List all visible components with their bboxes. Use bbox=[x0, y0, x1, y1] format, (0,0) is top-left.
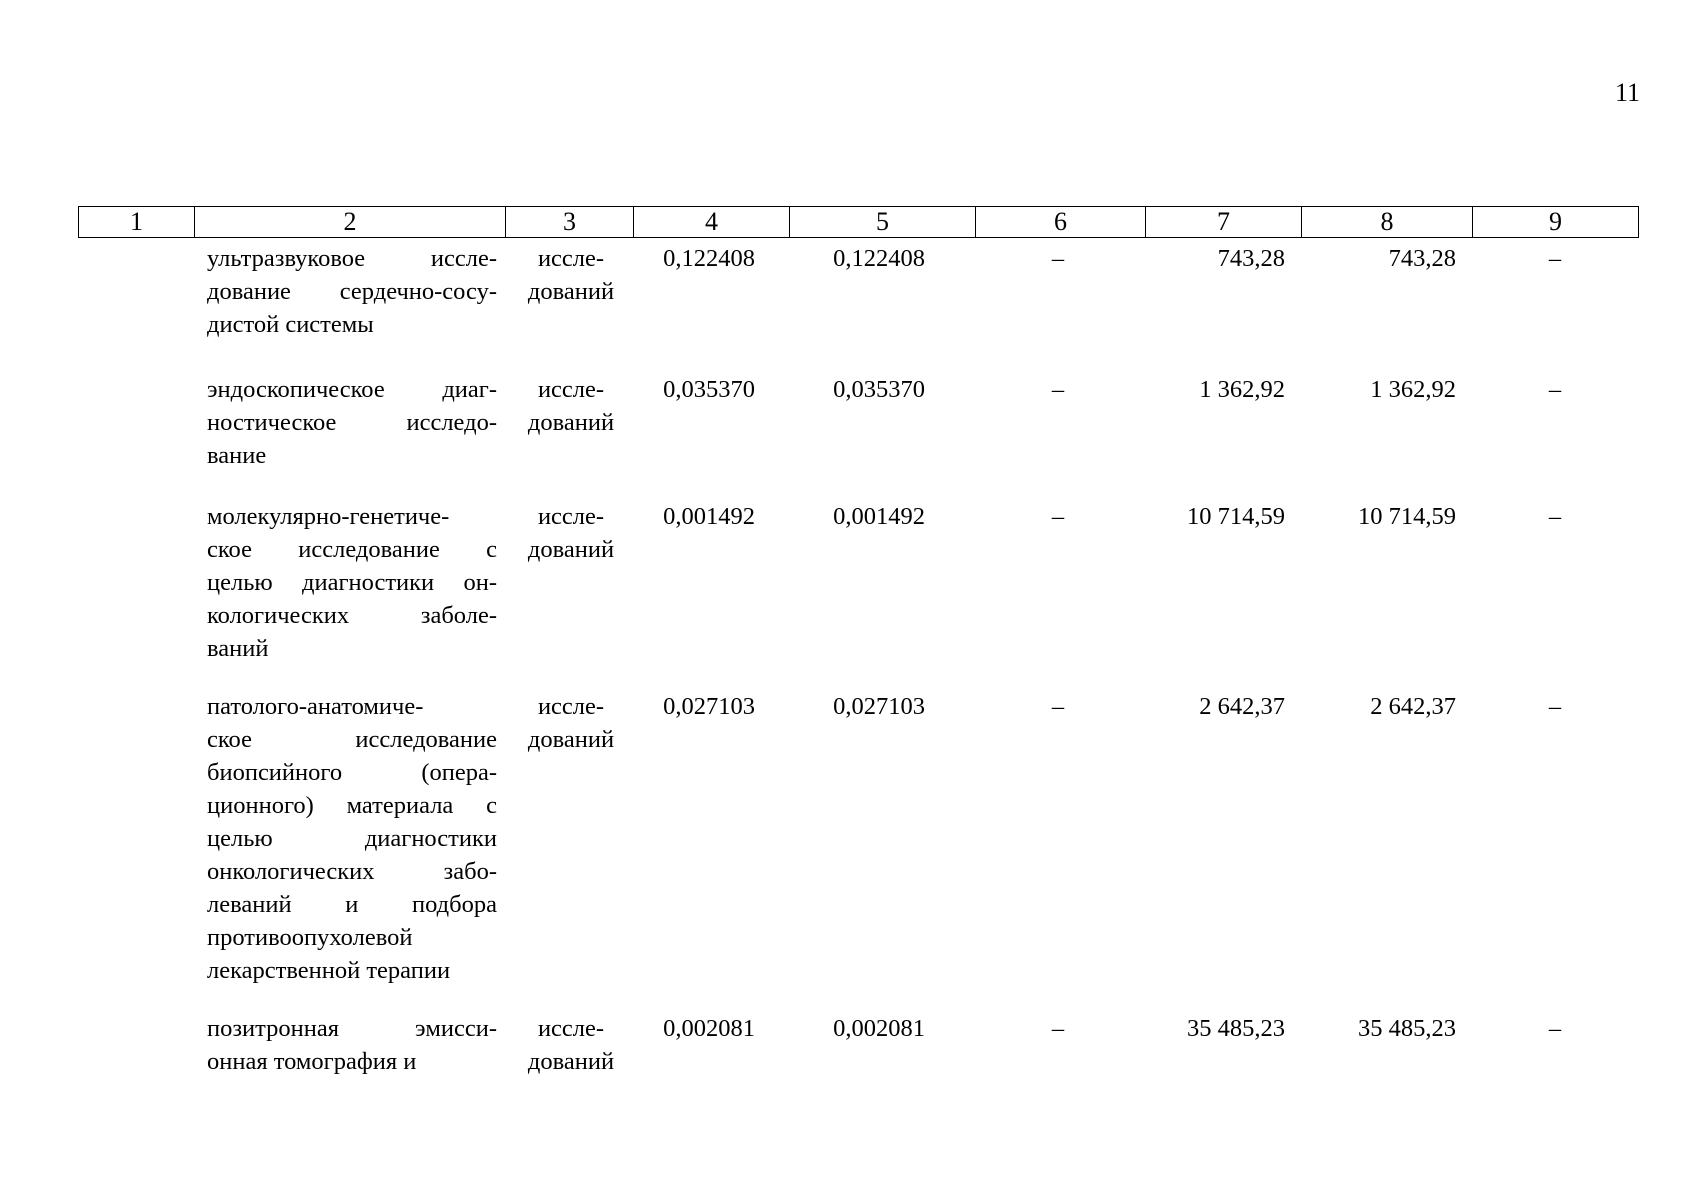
service-name-line: леваний и подбора bbox=[207, 891, 497, 918]
unit-line: иссле- bbox=[537, 503, 605, 530]
unit-line: иссле- bbox=[537, 245, 605, 272]
value-col-7: 10 714,59 bbox=[1187, 503, 1285, 530]
service-name-line: эндоскопическое диаг- bbox=[207, 376, 497, 403]
unit-line: дований bbox=[527, 409, 615, 436]
value-col-6: – bbox=[1051, 503, 1065, 530]
service-name-line: позитронная эмисси- bbox=[207, 1015, 497, 1042]
value-col-9: – bbox=[1548, 693, 1562, 720]
value-col-8: 1 362,92 bbox=[1370, 376, 1456, 403]
service-name-line: ционного) материала с bbox=[207, 792, 497, 819]
value-col-8: 10 714,59 bbox=[1358, 503, 1456, 530]
value-col-7: 1 362,92 bbox=[1199, 376, 1285, 403]
value-col-5: 0,027103 bbox=[833, 693, 925, 720]
value-col-4: 0,027103 bbox=[663, 693, 755, 720]
service-name bbox=[207, 1012, 497, 1078]
value-col-6: – bbox=[1051, 245, 1065, 272]
unit-line: дований bbox=[527, 536, 615, 563]
value-col-5: 0,001492 bbox=[833, 503, 925, 530]
service-name-line: онная томография и bbox=[207, 1048, 417, 1075]
service-name-line: дование сердечно-сосу- bbox=[207, 278, 497, 305]
header-col-2: 2 bbox=[195, 207, 506, 238]
value-col-4: 0,035370 bbox=[663, 376, 755, 403]
value-col-9: – bbox=[1548, 503, 1562, 530]
service-name-line: ское исследование с bbox=[207, 536, 497, 563]
service-name-line: целью диагностики bbox=[207, 825, 497, 852]
value-col-9: – bbox=[1548, 245, 1562, 272]
value-col-7: 743,28 bbox=[1217, 245, 1285, 272]
value-col-5: 0,122408 bbox=[833, 245, 925, 272]
value-col-8: 35 485,23 bbox=[1358, 1015, 1456, 1042]
header-col-3: 3 bbox=[506, 207, 634, 238]
header-col-7: 7 bbox=[1146, 207, 1302, 238]
service-name-line: ское исследование bbox=[207, 726, 497, 753]
service-name-line: дистой системы bbox=[207, 311, 374, 338]
value-col-8: 743,28 bbox=[1388, 245, 1456, 272]
unit-line: иссле- bbox=[537, 376, 605, 403]
unit-of-measure bbox=[516, 500, 626, 566]
service-name-line: ультразвуковое иссле- bbox=[207, 245, 497, 272]
unit-of-measure bbox=[516, 373, 626, 439]
value-col-6: – bbox=[1051, 1015, 1065, 1042]
unit-of-measure bbox=[516, 690, 626, 756]
service-name bbox=[207, 500, 497, 665]
service-name bbox=[207, 690, 497, 987]
header-col-5: 5 bbox=[790, 207, 976, 238]
service-name-line: вание bbox=[207, 442, 267, 469]
value-col-4: 0,122408 bbox=[663, 245, 755, 272]
value-col-9: – bbox=[1548, 376, 1562, 403]
value-col-6: – bbox=[1051, 693, 1065, 720]
service-name-line: ностическое исследо- bbox=[207, 409, 497, 436]
unit-of-measure bbox=[516, 1012, 626, 1078]
service-name-line: онкологических забо- bbox=[207, 858, 497, 885]
header-col-8: 8 bbox=[1302, 207, 1473, 238]
unit-line: иссле- bbox=[537, 693, 605, 720]
value-col-5: 0,002081 bbox=[833, 1015, 925, 1042]
value-col-7: 35 485,23 bbox=[1187, 1015, 1285, 1042]
unit-line: дований bbox=[527, 278, 615, 305]
service-name-line: биопсийного (опера- bbox=[207, 759, 497, 786]
page-number: 11 bbox=[1614, 78, 1640, 107]
header-col-6: 6 bbox=[976, 207, 1146, 238]
unit-line: иссле- bbox=[537, 1015, 605, 1042]
service-name-line: лекарственной терапии bbox=[207, 957, 451, 984]
value-col-4: 0,002081 bbox=[663, 1015, 755, 1042]
value-col-8: 2 642,37 bbox=[1370, 693, 1456, 720]
header-col-9: 9 bbox=[1473, 207, 1639, 238]
value-col-5: 0,035370 bbox=[833, 376, 925, 403]
value-col-6: – bbox=[1051, 376, 1065, 403]
unit-of-measure bbox=[516, 242, 626, 308]
service-name-line: кологических заболе- bbox=[207, 602, 497, 629]
service-name bbox=[207, 242, 497, 341]
value-col-9: – bbox=[1548, 1015, 1562, 1042]
service-name-line: целью диагностики он- bbox=[207, 569, 497, 596]
service-name bbox=[207, 373, 497, 472]
header-col-4: 4 bbox=[634, 207, 790, 238]
unit-line: дований bbox=[527, 726, 615, 753]
service-name-line: молекулярно-генетиче- bbox=[207, 503, 450, 530]
service-name-line: ваний bbox=[207, 635, 269, 662]
unit-line: дований bbox=[527, 1048, 615, 1075]
value-col-4: 0,001492 bbox=[663, 503, 755, 530]
value-col-7: 2 642,37 bbox=[1199, 693, 1285, 720]
service-name-line: противоопухолевой bbox=[207, 924, 413, 951]
service-name-line: патолого-анатомиче- bbox=[207, 693, 424, 720]
header-col-1: 1 bbox=[79, 207, 195, 238]
